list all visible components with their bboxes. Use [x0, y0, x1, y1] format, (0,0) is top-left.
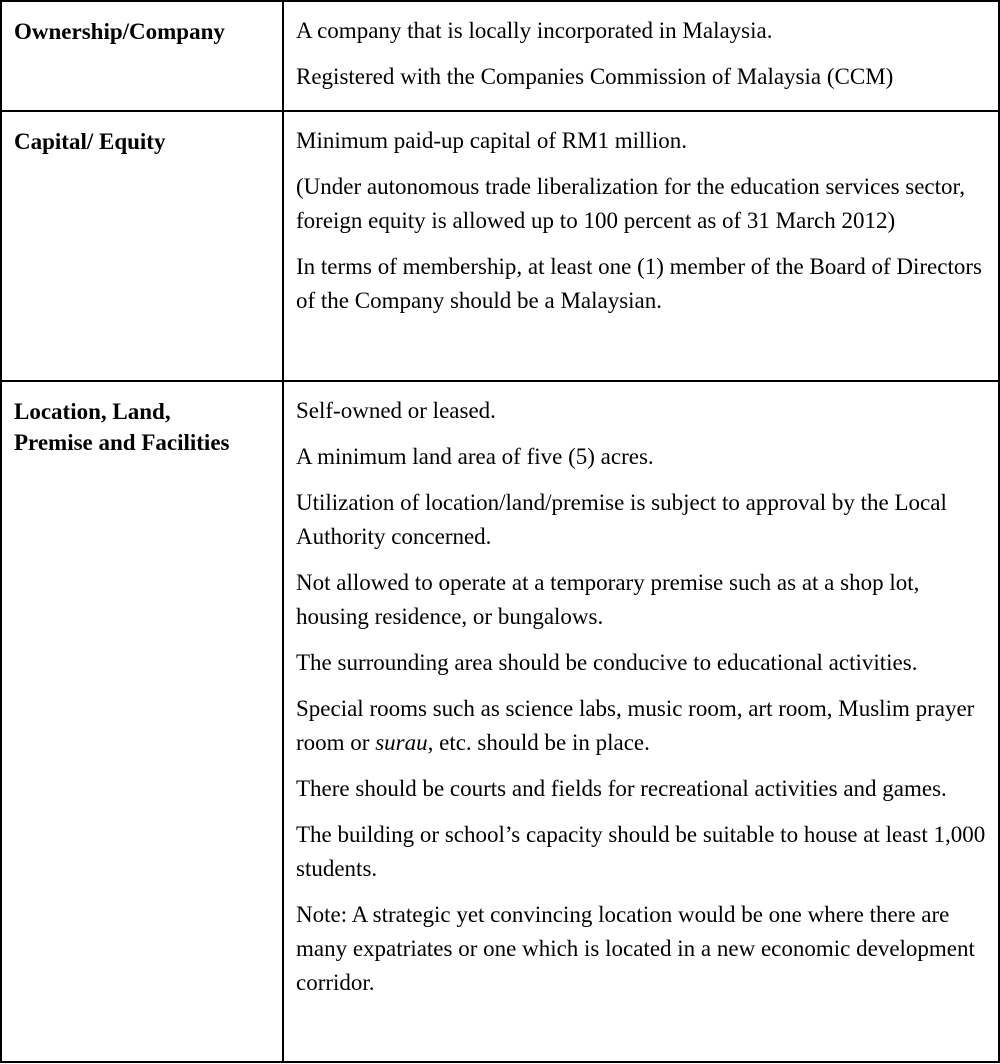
requirement-text: A minimum land area of five (5) acres.: [296, 444, 654, 469]
requirement-text: In terms of membership, at least one (1) member of the Board of Directors of the Company should be a Malaysian.: [296, 254, 982, 313]
italic-term: surau,: [375, 730, 434, 755]
row-label: Capital/ Equity: [1, 111, 283, 381]
table-row-location: [1, 381, 999, 1062]
requirement-text-part: etc. should be in place.: [433, 730, 650, 755]
table-row-capital: [1, 111, 999, 381]
row-label-line: Location, Land,: [14, 399, 171, 424]
requirement-text: Minimum paid-up capital of RM1 million.: [296, 128, 687, 153]
row-label-line: Premise and Facilities: [14, 430, 230, 455]
row-label: [1, 381, 283, 1062]
row-content: [283, 381, 999, 1062]
requirement-text: Self-owned or leased.: [296, 398, 496, 423]
requirement-text: (Under autonomous trade liberalization for the education services sector, foreign equity is allowed up to 100 percent as of 31 March 2012): [296, 174, 966, 233]
row-content: [283, 1, 999, 111]
requirement-text: Not allowed to operate at a temporary premise such as at a shop lot, housing residence, or bungalows.: [296, 570, 920, 629]
requirement-text-special-rooms: [296, 692, 986, 760]
requirement-text: Utilization of location/land/premise is subject to approval by the Local Authority concerned.: [296, 490, 947, 549]
row-label: Ownership/Company: [1, 1, 283, 111]
requirement-text: Registered with the Companies Commission of Malaysia (CCM): [296, 64, 894, 89]
requirement-text-part: Special rooms such as science labs, music room, art room, Muslim prayer room or: [296, 696, 975, 755]
requirement-text-note: Note: A strategic yet convincing location would be one where there are many expatriates or one which is located in a new economic development corridor.: [296, 902, 975, 995]
table-row-ownership: [1, 1, 999, 111]
requirement-text: A company that is locally incorporated in Malaysia.: [296, 18, 773, 43]
requirement-text: There should be courts and fields for recreational activities and games.: [296, 776, 947, 801]
requirement-text: The building or school’s capacity should be suitable to house at least 1,000 students.: [296, 822, 986, 881]
requirement-text: The surrounding area should be conducive to educational activities.: [296, 650, 918, 675]
row-content: [283, 111, 999, 381]
